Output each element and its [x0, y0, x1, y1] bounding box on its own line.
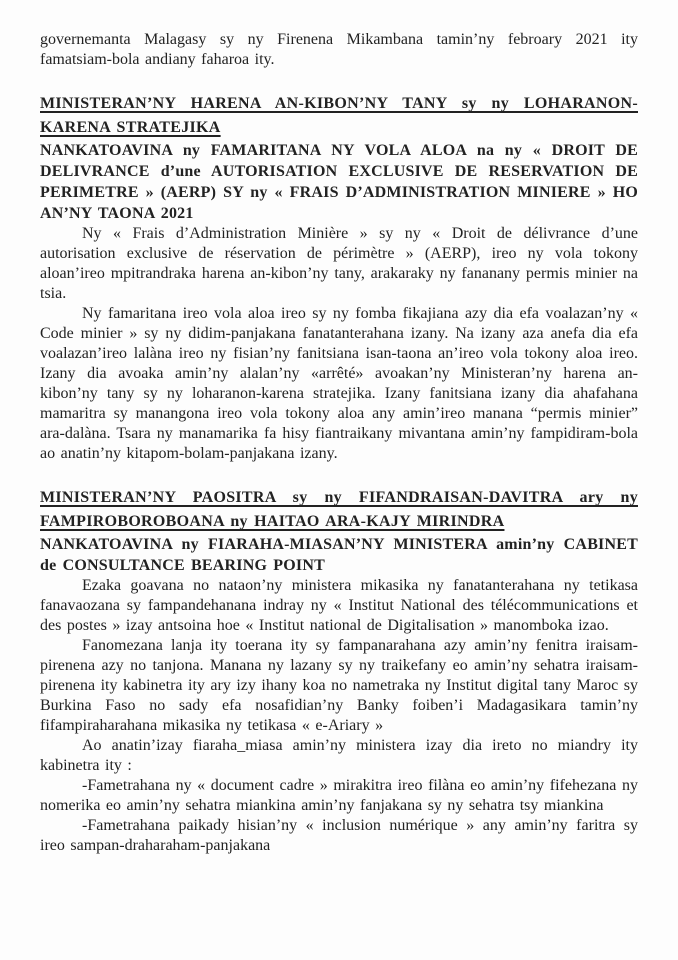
- body-paragraph: Ezaka goavana no nataon’ny ministera mikasika ny fanatanterahana ny tetikasa fanavaozana sy fampandehanana indray ny « Institut National des télécommunications et des postes » izay antsoina hoe « Institut national de Digitalisation » manomboka izao.: [40, 577, 638, 634]
- section-posts-telecommunications: [40, 486, 638, 856]
- heading-text: MINISTERAN’NY HARENA AN-KIBON’NY TANY sy ny LOHARANON-KARENA STRATEJIKA: [40, 95, 638, 136]
- section-heading-posts: [40, 486, 638, 534]
- section-heading-mines: [40, 92, 638, 140]
- body-paragraph: Ao anatin’izay fiaraha_miasa amin’ny ministera izay dia ireto no miandry ity kabinetra ity :: [40, 737, 638, 774]
- heading-text: MINISTERAN’NY PAOSITRA sy ny FIFANDRAISAN-DAVITRA ary ny FAMPIROBOROBOANA ny HAITAO ARA-KAJY MIRINDRA: [40, 489, 638, 530]
- section-subheading-posts: NANKATOAVINA ny FIARAHA-MIASAN’NY MINISTERA amin’ny CABINET de CONSULTANCE BEARING POINT: [40, 536, 638, 574]
- body-paragraph: Ny « Frais d’Administration Minière » sy ny « Droit de délivrance d’une autorisation exclusive de réservation de périmètre » (AERP), ireo ny vola tokony aloan’ireo mpitrandraka harena an-kibon’ny tany, arakaraky ny fananany permis minier na tsia.: [40, 225, 638, 302]
- body-paragraph: Ny famaritana ireo vola aloa ireo sy ny fomba fikajiana azy dia efa voalazan’ny « Code minier » sy ny didim-panjakana fanatanterahana izany. Na izany aza anefa dia efa voalazan’ireo lalàna ireo ny fisian’ny fanitsiana isan-taona an’ireo vola tokony aloa ireo. Izany dia avoaka amin’ny alalan’ny «arrêté» avoakan’ny Ministeran’ny harena an-kibon’ny tany sy ny loharanon-karena stratejika. Izany fanitsiana izany dia ahafahana mamaritra sy manangona ireo vola tokony aloa any amin’ireo manana “permis minier” ara-dalàna. Tsara ny manamarika fa hisy fiantraikany mivantana amin’ny fampidiram-bola ao anatin’ny kitapom-bolam-panjakana izany.: [40, 305, 638, 462]
- list-item-paragraph: -Fametrahana paikady hisian’ny « inclusion numérique » any amin’ny faritra sy ireo sampan-draharaham-panjakana: [40, 817, 638, 854]
- section-subheading-mines: NANKATOAVINA ny FAMARITANA NY VOLA ALOA na ny « DROIT DE DELIVRANCE d’une AUTORISATION EXCLUSIVE DE RESERVATION DE PERIMETRE » (AERP) SY ny « FRAIS D’ADMINISTRATION MINIERE » HO AN’NY TAONA 2021: [40, 142, 638, 222]
- list-item-paragraph: -Fametrahana ny « document cadre » mirakitra ireo filàna eo amin’ny fifehezana ny nomerika eo amin’ny sehatra miankina amin’ny fanjakana sy ny sehatra tsy miankina: [40, 777, 638, 814]
- body-paragraph: Fanomezana lanja ity toerana ity sy fampanarahana azy amin’ny fenitra iraisam-pirenena azy no tanjona. Manana ny lazany sy ny traikefany eo amin’ny sehatra iraisam-pirenena ity kabinetra ity ary izy ihany koa no nametraka ny Institut digital tany Maroc sy Burkina Faso no sady efa nosafidian’ny Banky foiben’i Madagasikara tamin’ny fifampiraharahana mikasika ny tetikasa « e-Ariary »: [40, 637, 638, 734]
- intro-paragraph: governemanta Malagasy sy ny Firenena Mikambana tamin’ny febroary 2021 ity famatsiam-bola andiany faharoa ity.: [40, 31, 638, 68]
- section-mines-strategic-resources: [40, 92, 638, 464]
